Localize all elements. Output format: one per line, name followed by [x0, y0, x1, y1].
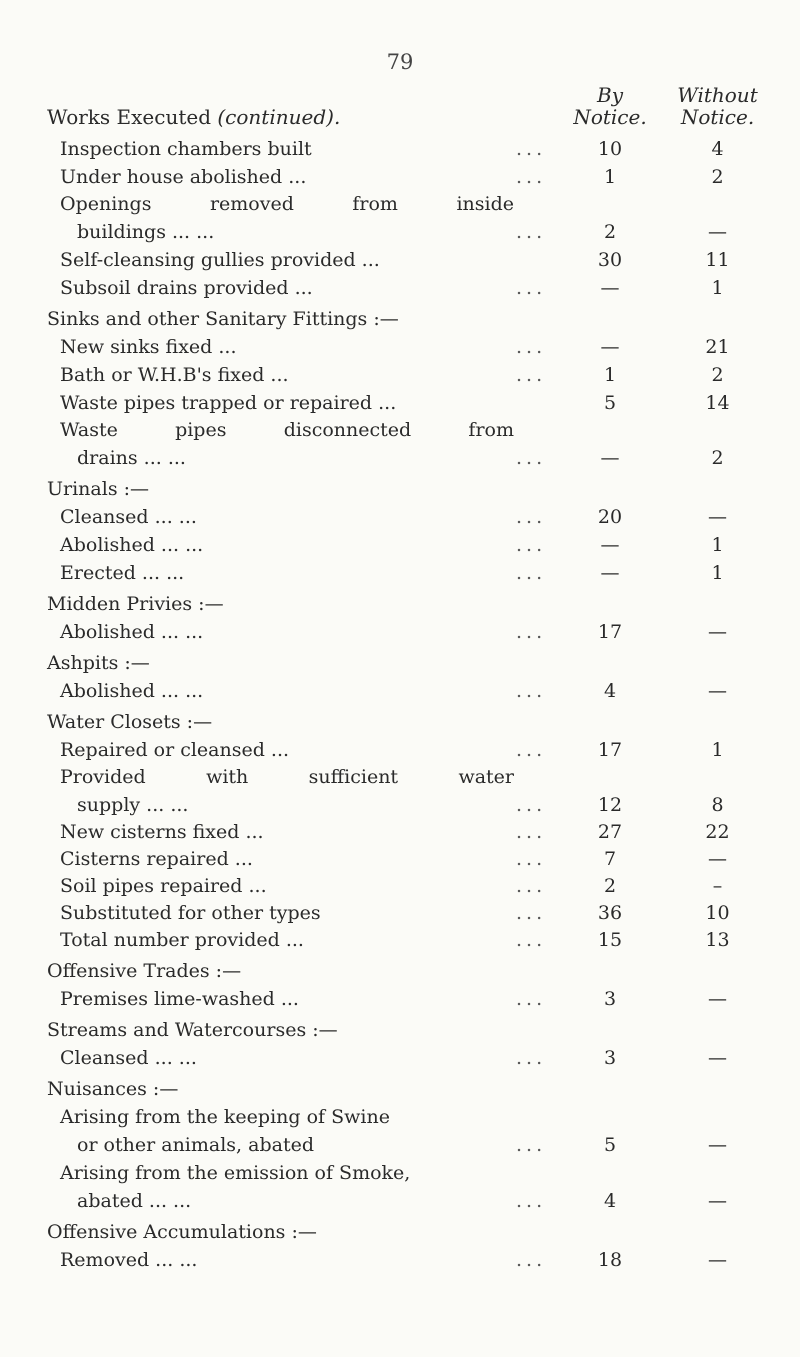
- row-label: Arising from the keeping of Swine: [60, 1106, 390, 1128]
- leader-dots: ...: [516, 794, 547, 816]
- table-row: [0, 872, 800, 900]
- without-notice-value: —: [708, 506, 727, 528]
- without-notice-value: 11: [705, 249, 730, 271]
- row-label: Offensive Trades :—: [47, 960, 242, 982]
- row-label: drains ... ...: [77, 447, 186, 469]
- without-notice-value: 14: [705, 392, 730, 414]
- row-label: Bath or W.H.B's fixed ...: [60, 364, 289, 386]
- by-notice-value: 36: [597, 902, 623, 924]
- without-notice-value: —: [708, 1134, 727, 1156]
- table-row: [0, 218, 800, 246]
- column-header-without-line1: Without: [677, 83, 758, 107]
- without-notice-value: 4: [711, 138, 724, 160]
- without-notice-value: –: [712, 875, 723, 897]
- without-notice-value: —: [708, 848, 727, 870]
- leader-dots: ...: [516, 875, 547, 897]
- leader-dots: ...: [516, 166, 547, 188]
- row-label: Midden Privies :—: [47, 593, 224, 615]
- without-notice-value: —: [708, 1249, 727, 1271]
- by-notice-value: 3: [603, 1047, 617, 1069]
- table-row: [0, 559, 800, 587]
- table-row: [0, 163, 800, 191]
- row-label: Self-cleansing gullies provided ...: [60, 249, 380, 271]
- table-row: [0, 985, 800, 1013]
- row-label: Subsoil drains provided ...: [60, 277, 313, 299]
- table-row: [0, 531, 800, 559]
- table-row: [0, 416, 800, 444]
- row-label: Soil pipes repaired ...: [60, 875, 267, 897]
- section-title-text: Works Executed: [47, 105, 212, 129]
- table-row: [0, 503, 800, 531]
- row-label: Ashpits :—: [47, 652, 150, 674]
- table-row: [0, 926, 800, 954]
- table-row: [0, 135, 800, 163]
- by-notice-value: —: [600, 447, 620, 469]
- row-label: Openings removed from inside: [60, 193, 514, 215]
- table-row: [0, 246, 800, 274]
- without-notice-value: —: [708, 1047, 727, 1069]
- without-notice-value: 21: [705, 336, 730, 358]
- without-notice-value: 2: [711, 166, 724, 188]
- column-header-by-line1: By: [597, 83, 623, 107]
- without-notice-value: —: [708, 988, 727, 1010]
- by-notice-value: 17: [597, 739, 623, 761]
- table-row: [0, 590, 800, 618]
- by-notice-value: 7: [603, 848, 617, 870]
- by-notice-value: 3: [603, 988, 617, 1010]
- row-label: Under house abolished ...: [60, 166, 307, 188]
- row-label: New cisterns fixed ...: [60, 821, 264, 843]
- by-notice-value: 1: [603, 166, 617, 188]
- row-label: abated ... ...: [77, 1190, 192, 1212]
- by-notice-value: —: [600, 562, 620, 584]
- row-label: Abolished ... ...: [60, 621, 204, 643]
- without-notice-value: —: [708, 680, 727, 702]
- leader-dots: ...: [516, 277, 547, 299]
- leader-dots: ...: [516, 988, 547, 1010]
- without-notice-value: —: [708, 221, 727, 243]
- row-label: Substituted for other types: [60, 902, 321, 924]
- section-title-suffix: (continued).: [217, 105, 341, 129]
- page-number: 79: [386, 50, 414, 74]
- row-label: Inspection chambers built: [60, 138, 312, 160]
- without-notice-value: 13: [705, 929, 730, 951]
- table-row: [0, 1246, 800, 1274]
- without-notice-value: —: [708, 621, 727, 643]
- table-row: [0, 389, 800, 417]
- without-notice-value: 2: [711, 447, 724, 469]
- leader-dots: ...: [516, 364, 547, 386]
- by-notice-value: 1: [603, 364, 617, 386]
- table-row: [0, 190, 800, 218]
- row-label: Premises lime-washed ...: [60, 988, 299, 1010]
- row-label: Nuisances :—: [47, 1078, 179, 1100]
- row-label: Urinals :—: [47, 478, 150, 500]
- leader-dots: ...: [516, 1190, 547, 1212]
- row-label: Removed ... ...: [60, 1249, 198, 1271]
- table-row: [0, 763, 800, 791]
- column-header-by-line2: Notice.: [573, 105, 647, 129]
- row-label: Sinks and other Sanitary Fittings :—: [47, 308, 399, 330]
- by-notice-value: 20: [597, 506, 623, 528]
- table-row: [0, 274, 800, 302]
- by-notice-value: —: [600, 336, 620, 358]
- leader-dots: ...: [516, 848, 547, 870]
- by-notice-value: 2: [603, 875, 617, 897]
- row-label: Arising from the emission of Smoke,: [60, 1162, 411, 1184]
- leader-dots: ...: [516, 534, 547, 556]
- row-label: Water Closets :—: [47, 711, 213, 733]
- table-row: [0, 1016, 800, 1044]
- table-row: [0, 475, 800, 503]
- table-row: [0, 677, 800, 705]
- table-row: [0, 1218, 800, 1246]
- by-notice-value: 17: [597, 621, 623, 643]
- table-row: [0, 845, 800, 873]
- row-label: Streams and Watercourses :—: [47, 1019, 338, 1041]
- by-notice-value: —: [600, 277, 620, 299]
- row-label: Abolished ... ...: [60, 534, 204, 556]
- row-label: Abolished ... ...: [60, 680, 204, 702]
- table-row: [0, 957, 800, 985]
- by-notice-value: 5: [603, 392, 617, 414]
- without-notice-value: 8: [711, 794, 724, 816]
- table-row: [0, 361, 800, 389]
- without-notice-value: 1: [711, 562, 724, 584]
- leader-dots: ...: [516, 1249, 547, 1271]
- table-row: [0, 1131, 800, 1159]
- leader-dots: ...: [516, 1134, 547, 1156]
- leader-dots: ...: [516, 821, 547, 843]
- leader-dots: ...: [516, 1047, 547, 1069]
- by-notice-value: —: [600, 534, 620, 556]
- row-label: supply ... ...: [77, 794, 189, 816]
- by-notice-value: 10: [597, 138, 623, 160]
- table-row: [0, 736, 800, 764]
- table-row: [0, 618, 800, 646]
- by-notice-value: 4: [603, 680, 617, 702]
- table-row: [0, 818, 800, 846]
- by-notice-value: 5: [603, 1134, 617, 1156]
- row-label: buildings ... ...: [77, 221, 215, 243]
- table-row: [0, 305, 800, 333]
- row-label: Repaired or cleansed ...: [60, 739, 290, 761]
- by-notice-value: 15: [597, 929, 623, 951]
- row-label: Cleansed ... ...: [60, 1047, 197, 1069]
- without-notice-value: 10: [705, 902, 730, 924]
- table-row: [0, 708, 800, 736]
- by-notice-value: 27: [597, 821, 623, 843]
- row-label: Waste pipes disconnected from: [60, 419, 514, 441]
- without-notice-value: —: [708, 1190, 727, 1212]
- table-row: [0, 899, 800, 927]
- without-notice-value: 1: [711, 277, 724, 299]
- leader-dots: ...: [516, 680, 547, 702]
- table-row: [0, 1103, 800, 1131]
- table-row: [0, 1187, 800, 1215]
- table-row: [0, 1159, 800, 1187]
- row-label: Provided with sufficient water: [60, 766, 514, 788]
- by-notice-value: 30: [597, 249, 623, 271]
- table-row: [0, 333, 800, 361]
- leader-dots: ...: [516, 929, 547, 951]
- table-row: [0, 791, 800, 819]
- row-label: New sinks fixed ...: [60, 336, 237, 358]
- leader-dots: ...: [516, 621, 547, 643]
- leader-dots: ...: [516, 562, 547, 584]
- column-header-without-line2: Notice.: [680, 105, 755, 129]
- row-label: or other animals, abated: [77, 1134, 314, 1156]
- leader-dots: ...: [516, 902, 547, 924]
- without-notice-value: 2: [711, 364, 724, 386]
- row-label: Cisterns repaired ...: [60, 848, 253, 870]
- without-notice-value: 1: [711, 534, 724, 556]
- row-label: Total number provided ...: [60, 929, 304, 951]
- without-notice-value: 1: [711, 739, 724, 761]
- table-row: [0, 444, 800, 472]
- row-label: Waste pipes trapped or repaired ...: [60, 392, 397, 414]
- leader-dots: ...: [516, 506, 547, 528]
- table-row: [0, 1075, 800, 1103]
- leader-dots: ...: [516, 221, 547, 243]
- by-notice-value: 2: [603, 221, 617, 243]
- leader-dots: ...: [516, 138, 547, 160]
- row-label: Offensive Accumulations :—: [47, 1221, 317, 1243]
- leader-dots: ...: [516, 447, 547, 469]
- by-notice-value: 12: [597, 794, 623, 816]
- row-label: Erected ... ...: [60, 562, 185, 584]
- by-notice-value: 4: [603, 1190, 617, 1212]
- row-label: Cleansed ... ...: [60, 506, 197, 528]
- table-row: [0, 649, 800, 677]
- leader-dots: ...: [516, 336, 547, 358]
- leader-dots: ...: [516, 739, 547, 761]
- without-notice-value: 22: [705, 821, 730, 843]
- table-row: [0, 1044, 800, 1072]
- by-notice-value: 18: [597, 1249, 623, 1271]
